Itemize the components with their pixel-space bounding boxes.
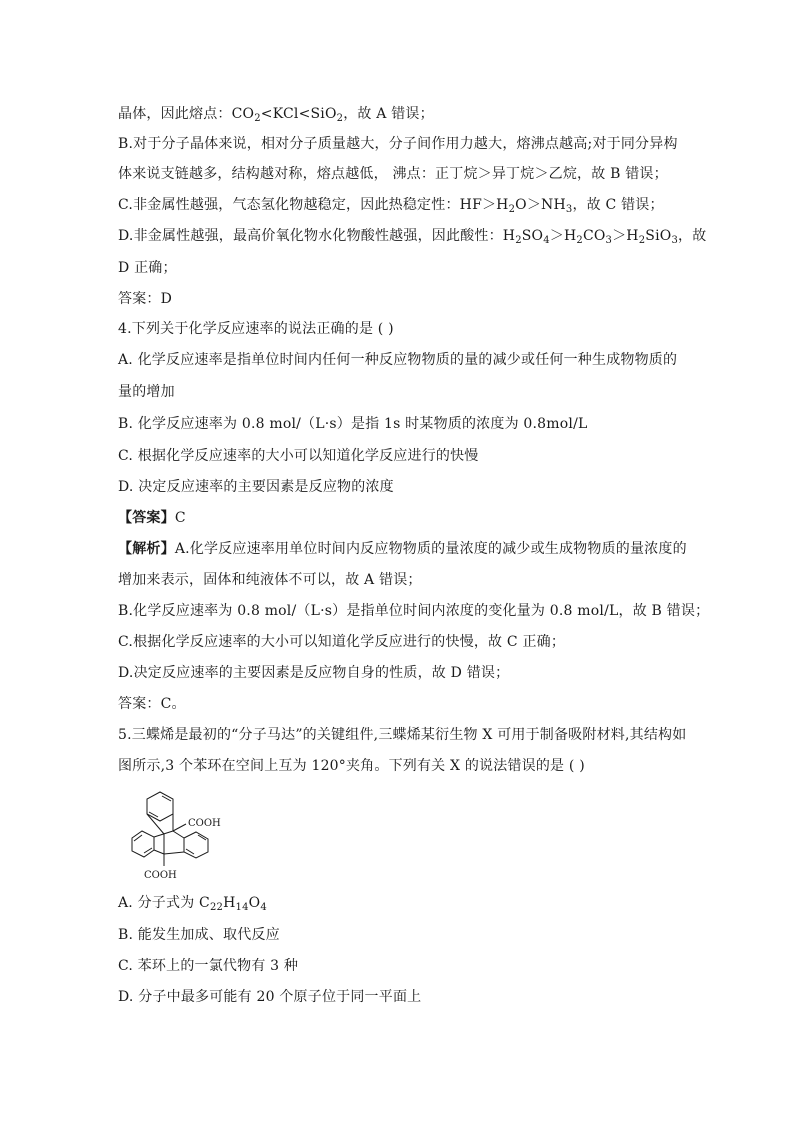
option-a-cont: 量的增加 (118, 384, 175, 400)
analysis-line: 增加来表示，固体和纯液体不可以，故 A 错误； (118, 572, 422, 588)
text-line: D.非金属性越强，最高价氧化物水化物酸性越强，因此酸性：$H_2SO_4>H_2CO_3>H_2SiO_3$，故 (118, 228, 707, 246)
option-a: A. 分子式为 $C_{22}H_{14}O_4$ (118, 895, 267, 913)
benzene-ring-top (147, 792, 173, 821)
option-d: D. 分子中最多可能有 20 个原子位于同一平面上 (118, 989, 422, 1005)
option-b: B. 能发生加成、取代反应 (118, 927, 280, 943)
text-line: C.非金属性越强，气态氢化物越稳定，因此热稳定性：$HF>H_2O>NH_3$，故 C 错误； (118, 197, 664, 215)
bond (164, 852, 184, 854)
text-line: D 正确； (118, 260, 177, 276)
answer-line: 答案：D (118, 291, 173, 307)
cooh-label-bottom: COOH (144, 870, 177, 881)
bond (154, 850, 164, 854)
analysis-line: B.化学反应速率为 0.8 mol/（L·s）是指单位时间内浓度的变化量为 0.8 mol/L，故 B 错误； (118, 603, 710, 619)
benzene-ring-right (184, 832, 208, 858)
cooh-label-top: COOH (188, 818, 221, 829)
text-line: 晶体，因此熔点：$CO_2<KCl<SiO_2$，故 A 错误； (118, 106, 434, 124)
question-stem-cont: 图所示,3 个苯环在空间上互为 120°夹角。下列有关 X 的说法错误的是 ( ) (118, 758, 585, 774)
analysis-line: C.根据化学反应速率的大小可以知道化学反应进行的快慢，故 C 正确； (118, 634, 566, 650)
option-a: A. 化学反应速率是指单位时间内任何一种反应物物质的量的减少或任何一种生成物物质的 (118, 352, 678, 368)
benzene-ring-left (132, 831, 154, 857)
answer-line: 【答案】C (118, 510, 186, 526)
analysis-line: D.决定反应速率的主要因素是反应物自身的性质，故 D 错误； (118, 665, 510, 681)
text-line: 体来说支链越多，结构越对称，熔点越低， 沸点：正丁烷＞异丁烷＞乙烷，故 B 错误； (118, 166, 668, 182)
option-c: C. 苯环上的一氯代物有 3 种 (118, 958, 299, 974)
cooh-bond-top (173, 824, 186, 831)
analysis-line: 【解析】A.化学反应速率用单位时间内反应物物质的量浓度的减少或生成物物质的量浓度的 (118, 541, 687, 557)
question-stem: 5.三蝶烯是最初的“分子马达”的关键组件,三蝶烯某衍生物 X 可用于制备吸附材料,其结构如 (118, 727, 687, 743)
text-line: B.对于分子晶体来说，相对分子质量越大，分子间作用力越大，熔沸点越高;对于同分异构 (118, 136, 678, 152)
question-stem: 4.下列关于化学反应速率的说法正确的是 ( ) (118, 321, 394, 337)
option-b: B. 化学反应速率为 0.8 mol/（L·s）是指 1s 时某物质的浓度为 0.8mol/L (118, 416, 588, 432)
option-d: D. 决定反应速率的主要因素是反应物的浓度 (118, 479, 394, 495)
triptycene-structure-svg (118, 786, 238, 890)
bond (147, 814, 164, 834)
bond (173, 831, 184, 838)
option-c: C. 根据化学反应速率的大小可以知道化学反应进行的快慢 (118, 448, 479, 464)
triptycene-structure-figure (118, 786, 238, 890)
answer-line: 答案：C。 (118, 696, 186, 712)
